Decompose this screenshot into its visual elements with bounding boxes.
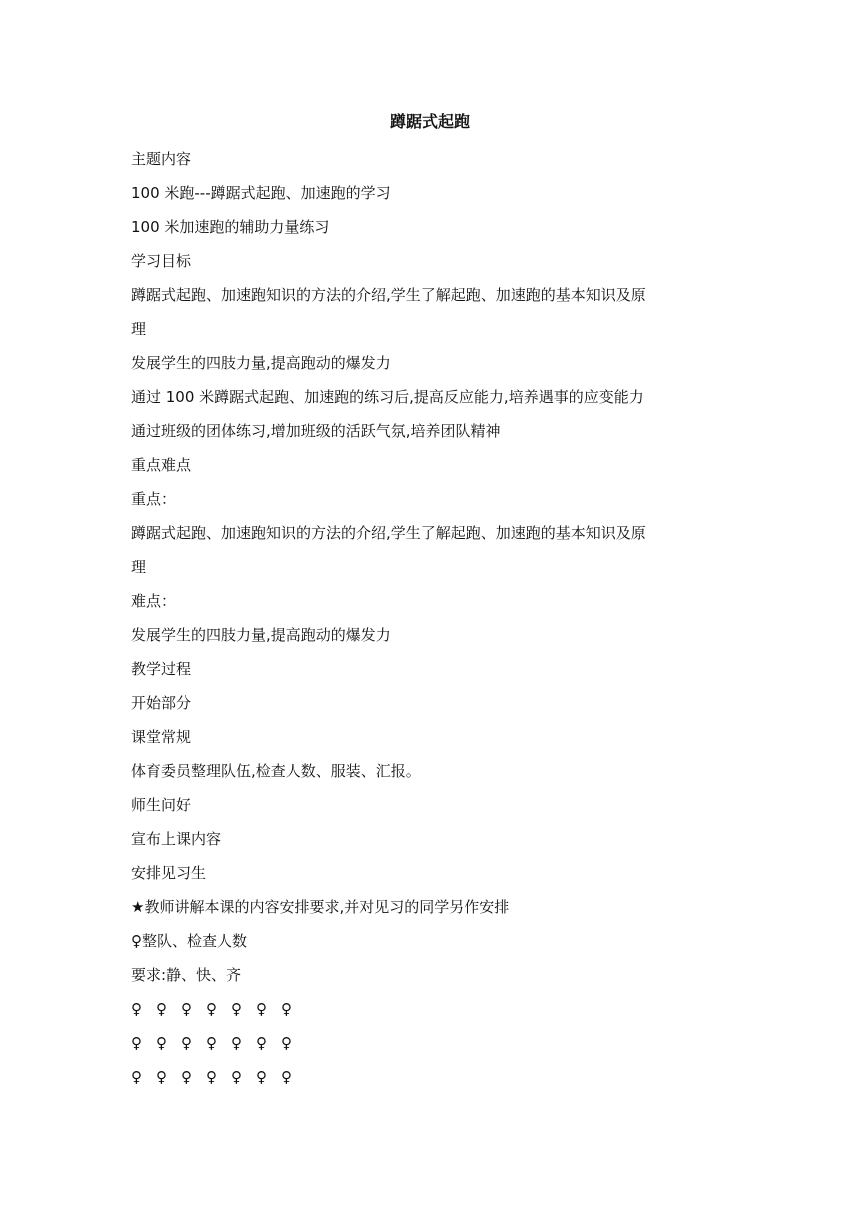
paragraph: 安排见习生 [131, 864, 207, 882]
paragraph-continuation: 理 [131, 558, 147, 576]
formation-symbol: ♀ [181, 1000, 192, 1018]
formation-row [131, 1060, 751, 1094]
paragraph: 发展学生的四肢力量,提高跑动的爆发力 [131, 626, 391, 644]
subheading: 重点： [131, 490, 177, 508]
subheading: 课堂常规 [131, 728, 192, 746]
paragraph: 100 米加速跑的辅助力量练习 [131, 218, 330, 236]
formation-symbol: ♀ [156, 1068, 167, 1086]
formation-symbol: ♀ [231, 1000, 242, 1018]
section-heading: 学习目标 [131, 252, 192, 270]
formation-symbol: ♀ [256, 1068, 267, 1086]
formation-symbol: ♀ [206, 1000, 217, 1018]
formation-symbol: ♀ [206, 1068, 217, 1086]
section-heading: 教学过程 [131, 660, 192, 678]
formation-symbol: ♀ [131, 1034, 142, 1052]
formation-row [131, 992, 751, 1026]
formation-symbol: ♀ [256, 1034, 267, 1052]
paragraph-continuation: 理 [131, 320, 147, 338]
section-heading: 重点难点 [131, 456, 192, 474]
formation-row [131, 1026, 751, 1060]
paragraph: 蹲踞式起跑、加速跑知识的方法的介绍,学生了解起跑、加速跑的基本知识及原 [131, 286, 646, 304]
paragraph: ♀整队、检查人数 [131, 932, 247, 950]
document-title: 蹲踞式起跑 [389, 112, 470, 131]
section-heading: 主题内容 [131, 150, 192, 168]
paragraph: 蹲踞式起跑、加速跑知识的方法的介绍,学生了解起跑、加速跑的基本知识及原 [131, 524, 646, 542]
paragraph: ★教师讲解本课的内容安排要求,并对见习的同学另作安排 [131, 898, 510, 916]
formation-symbol: ♀ [131, 1000, 142, 1018]
paragraph: 体育委员整理队伍,检查人数、服装、汇报。 [131, 762, 421, 780]
formation-symbol: ♀ [281, 1034, 292, 1052]
paragraph: 100 米跑---蹲踞式起跑、加速跑的学习 [131, 184, 391, 202]
paragraph: 要求:静、快、齐 [131, 966, 242, 984]
formation-symbol: ♀ [156, 1000, 167, 1018]
formation-symbol: ♀ [231, 1068, 242, 1086]
formation-symbol: ♀ [156, 1034, 167, 1052]
paragraph: 发展学生的四肢力量,提高跑动的爆发力 [131, 354, 391, 372]
subheading: 开始部分 [131, 694, 192, 712]
formation-symbol: ♀ [281, 1068, 292, 1086]
formation-symbol: ♀ [256, 1000, 267, 1018]
formation-symbol: ♀ [231, 1034, 242, 1052]
paragraph: 师生问好 [131, 796, 192, 814]
paragraph: 宣布上课内容 [131, 830, 222, 848]
formation-symbol: ♀ [281, 1000, 292, 1018]
formation-symbol: ♀ [181, 1034, 192, 1052]
subheading: 难点： [131, 592, 177, 610]
formation-symbol: ♀ [181, 1068, 192, 1086]
document-body [131, 142, 751, 1094]
formation-symbol: ♀ [206, 1034, 217, 1052]
paragraph: 通过 100 米蹲踞式起跑、加速跑的练习后,提高反应能力,培养遇事的应变能力 [131, 388, 644, 406]
paragraph: 通过班级的团体练习,增加班级的活跃气氛,培养团队精神 [131, 422, 501, 440]
formation-symbol: ♀ [131, 1068, 142, 1086]
